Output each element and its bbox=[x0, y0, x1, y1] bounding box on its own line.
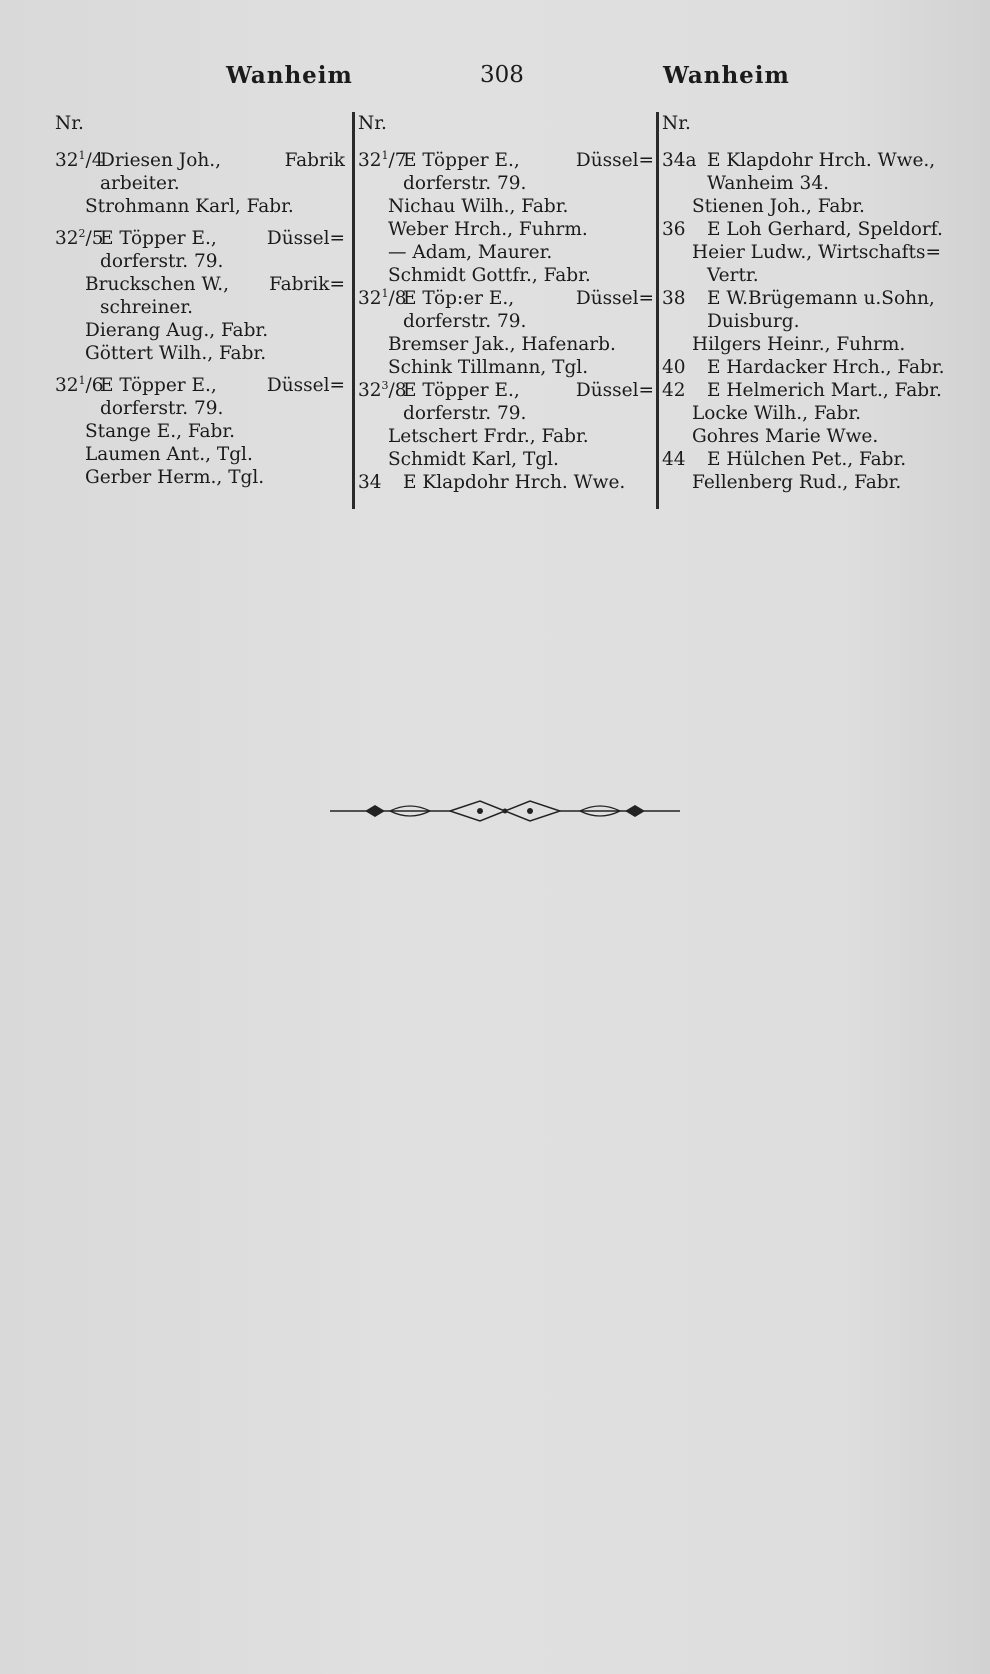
owner-address: Düssel= bbox=[266, 375, 345, 396]
entry-text bbox=[100, 149, 345, 172]
entry-spacer bbox=[55, 365, 345, 374]
house-entry bbox=[662, 356, 962, 379]
decorative-ornament bbox=[330, 796, 680, 826]
column-header-nr: Nr. bbox=[662, 113, 691, 134]
entry-text bbox=[707, 287, 962, 310]
owner-name: E Klapdohr Hrch. Wwe. bbox=[403, 472, 626, 493]
owner-address: Düssel= bbox=[575, 380, 654, 401]
house-entry bbox=[358, 149, 654, 172]
resident-text bbox=[85, 273, 345, 296]
house-number: 34a bbox=[662, 150, 697, 171]
resident-line: Gerber Herm., Tgl. bbox=[85, 467, 265, 488]
entry-continuation: arbeiter. bbox=[100, 173, 180, 194]
entry-text bbox=[403, 149, 654, 172]
owner-name: E Hülchen Pet., Fabr. bbox=[707, 449, 907, 470]
owner-name: E Töpper E., bbox=[100, 228, 217, 249]
resident-line: Stienen Joh., Fabr. bbox=[692, 196, 865, 217]
house-number-fraction: 1 bbox=[78, 373, 86, 387]
owner-address: Düssel= bbox=[575, 288, 654, 309]
owner-name: E Loh Gerhard, Speldorf. bbox=[707, 219, 943, 240]
resident-line: Letschert Frdr., Fabr. bbox=[388, 426, 589, 447]
owner-name: E Töpper E., bbox=[403, 380, 520, 401]
entry-continuation: Duisburg. bbox=[707, 311, 800, 332]
house-entry bbox=[662, 149, 962, 172]
entry-continuation: Vertr. bbox=[707, 265, 759, 286]
house-number: 34 bbox=[358, 472, 382, 493]
entry-text bbox=[403, 379, 654, 402]
house-entry bbox=[662, 287, 962, 310]
house-entry bbox=[662, 448, 962, 471]
house-entry bbox=[662, 218, 962, 241]
resident-line: Heier Ludw., Wirtschafts= bbox=[692, 242, 941, 263]
entry-spacer bbox=[55, 218, 345, 227]
house-number: $32^1/4$ bbox=[55, 148, 104, 171]
column-divider bbox=[656, 112, 659, 509]
house-number: 40 bbox=[662, 357, 686, 378]
house-entry bbox=[358, 471, 654, 494]
house-entry bbox=[358, 379, 654, 402]
entry-text bbox=[403, 287, 654, 310]
resident-line bbox=[55, 273, 345, 296]
entry-continuation: dorferstr. 79. bbox=[100, 251, 224, 272]
house-number: 42 bbox=[662, 380, 686, 401]
house-number: 38 bbox=[662, 288, 686, 309]
entry-continuation: dorferstr. 79. bbox=[403, 173, 527, 194]
owner-name: Driesen Joh., bbox=[100, 150, 222, 171]
entry-text bbox=[707, 149, 962, 172]
entry-continuation: dorferstr. 79. bbox=[100, 398, 224, 419]
house-number: $32^3/8$ bbox=[358, 378, 407, 401]
house-entry bbox=[55, 227, 345, 250]
running-title-right: Wanheim bbox=[663, 62, 790, 89]
resident-line: Fellenberg Rud., Fabr. bbox=[692, 472, 902, 493]
resident-line: — Adam, Maurer. bbox=[388, 242, 553, 263]
resident-line: Laumen Ant., Tgl. bbox=[85, 444, 253, 465]
resident-line: Schmidt Karl, Tgl. bbox=[388, 449, 559, 470]
house-number-fraction: 1 bbox=[78, 148, 86, 162]
resident-line: Nichau Wilh., Fabr. bbox=[388, 196, 569, 217]
entry-text bbox=[707, 379, 962, 402]
owner-name: E W.Brügemann u.Sohn, bbox=[707, 288, 935, 309]
entry-text bbox=[707, 448, 962, 471]
page-header bbox=[0, 62, 990, 102]
column-1 bbox=[55, 112, 345, 489]
entry-continuation: Wanheim 34. bbox=[707, 173, 829, 194]
house-number-fraction: 1 bbox=[381, 286, 389, 300]
entry-continuation: dorferstr. 79. bbox=[403, 403, 527, 424]
resident-line: Dierang Aug., Fabr. bbox=[85, 320, 269, 341]
entry-text bbox=[403, 471, 654, 494]
entry-text bbox=[100, 374, 345, 397]
column-2 bbox=[358, 112, 654, 494]
house-entry bbox=[55, 374, 345, 397]
owner-name: E Töp:er E., bbox=[403, 288, 515, 309]
column-3 bbox=[662, 112, 962, 494]
resident-line: Weber Hrch., Fuhrm. bbox=[388, 219, 588, 240]
owner-address: Düssel= bbox=[266, 228, 345, 249]
house-number: 44 bbox=[662, 449, 686, 470]
column-divider bbox=[352, 112, 355, 509]
resident-line: Schmidt Gottfr., Fabr. bbox=[388, 265, 591, 286]
resident-line: Stange E., Fabr. bbox=[85, 421, 236, 442]
resident-line: Gohres Marie Wwe. bbox=[692, 426, 879, 447]
page-number: 308 bbox=[480, 62, 524, 88]
running-title-left: Wanheim bbox=[226, 62, 353, 89]
resident-line: Bremser Jak., Hafenarb. bbox=[388, 334, 616, 355]
house-number: $32^1/7$ bbox=[358, 148, 407, 171]
house-entry bbox=[662, 379, 962, 402]
entry-text bbox=[707, 356, 962, 379]
house-entry bbox=[55, 149, 345, 172]
owner-address: Düssel= bbox=[575, 150, 654, 171]
house-number-fraction: 2 bbox=[78, 226, 86, 240]
resident-occupation: Fabrik= bbox=[269, 274, 345, 295]
column-header-nr: Nr. bbox=[358, 113, 387, 134]
house-number: $32^1/8$ bbox=[358, 286, 407, 309]
house-number: $32^2/5$ bbox=[55, 226, 104, 249]
owner-name: E Töpper E., bbox=[403, 150, 520, 171]
entry-text bbox=[707, 218, 962, 241]
entry-text bbox=[100, 227, 345, 250]
resident-line: Schink Tillmann, Tgl. bbox=[388, 357, 589, 378]
resident-line: Strohmann Karl, Fabr. bbox=[85, 196, 294, 217]
owner-name: E Klapdohr Hrch. Wwe., bbox=[707, 150, 936, 171]
house-number: $32^1/6$ bbox=[55, 373, 104, 396]
entries-columns bbox=[55, 112, 955, 512]
entry-continuation: dorferstr. 79. bbox=[403, 311, 527, 332]
column-header-nr: Nr. bbox=[55, 113, 84, 134]
owner-name: E Helmerich Mart., Fabr. bbox=[707, 380, 942, 401]
house-number-fraction: 1 bbox=[381, 148, 389, 162]
owner-address: Fabrik bbox=[284, 150, 345, 171]
house-number-fraction: 3 bbox=[381, 378, 389, 392]
resident-name: Bruckschen W., bbox=[85, 274, 229, 295]
owner-name: E Töpper E., bbox=[100, 375, 217, 396]
owner-name: E Hardacker Hrch., Fabr. bbox=[707, 357, 945, 378]
resident-line: Göttert Wilh., Fabr. bbox=[85, 343, 267, 364]
resident-line: Locke Wilh., Fabr. bbox=[692, 403, 862, 424]
house-entry bbox=[358, 287, 654, 310]
house-number: 36 bbox=[662, 219, 686, 240]
resident-line: Hilgers Heinr., Fuhrm. bbox=[692, 334, 906, 355]
entry-continuation: schreiner. bbox=[100, 297, 194, 318]
